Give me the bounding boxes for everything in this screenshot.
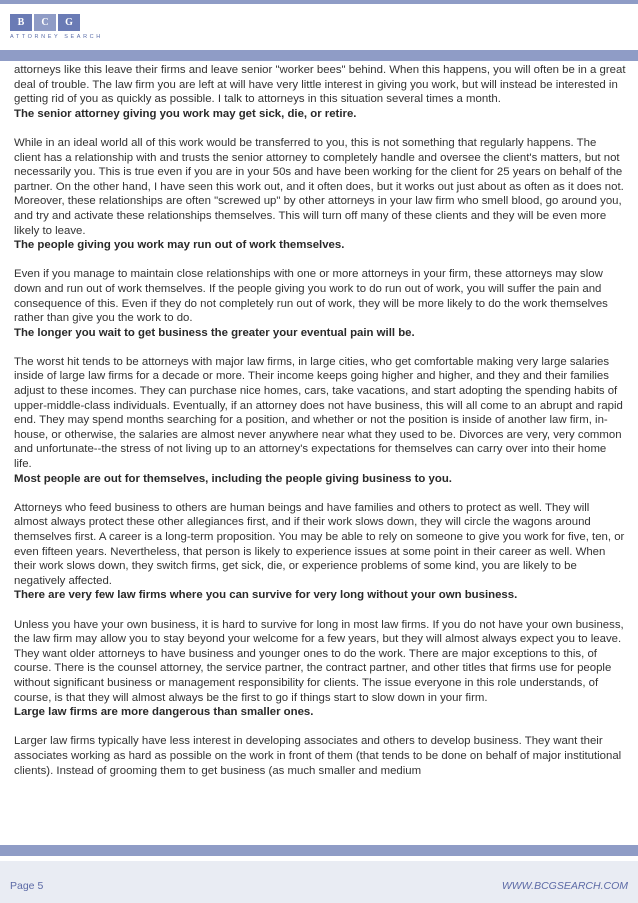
paragraph — [14, 267, 626, 340]
paragraph — [14, 618, 626, 720]
section-heading: There are very few law firms where you can survive for very long without your own business. — [14, 589, 518, 602]
logo-tile-c: C — [34, 14, 56, 31]
logo-tile-b: B — [10, 14, 32, 31]
paragraph-text: Even if you manage to maintain close relationships with one or more attorneys in your firm, these attorneys may slow down and run out of work themselves. If the people giving you work to do run out of work, you will suffer the pain and consequence of this. Even if they do not completely run out of work, they will be more likely to do the work themselves rather than give you the work to do. — [14, 268, 608, 325]
section-heading: The longer you wait to get business the greater your eventual pain will be. — [14, 326, 415, 339]
section-heading: The people giving you work may run out of work themselves. — [14, 239, 345, 252]
paragraph — [14, 355, 626, 486]
section-heading: Most people are out for themselves, including the people giving business to you. — [14, 472, 452, 485]
paragraph-text: Unless you have your own business, it is hard to survive for long in most law firms. If you do not have your own business, the law firm may allow you to stay beyond your welcome for a few years, but they will almost always expect you to leave. They want older attorneys to have business and younger ones to do the work. There are major exceptions to this, of course. There is the counsel attorney, the service partner, the contract partner, and other titles that firms use for people without significant business or management responsibility for clients. The issue everyone in this role understands, of course, is that they will almost always be the first to go if things start to slow down in your firm. — [14, 618, 624, 704]
page-number: Page 5 — [10, 880, 44, 892]
page-body — [14, 63, 626, 845]
top-accent-bar — [0, 0, 638, 4]
logo-tiles — [10, 14, 106, 31]
section-heading: Large law firms are more dangerous than smaller ones. — [14, 706, 314, 719]
paragraph — [14, 136, 626, 253]
logo-tile-g: G — [58, 14, 80, 31]
section-heading: The senior attorney giving you work may get sick, die, or retire. — [14, 107, 357, 120]
bcg-logo — [10, 14, 106, 44]
paragraph-text: Attorneys who feed business to others are human beings and have families and others to protect as well. They will almost always protect these other allegiances first, and if their work slows down, they will circle the wagons around themselves first. A career is a long-term proposition. You may be able to rely on someone to give you work for five, ten, or even fifteen years. Nevertheless, that person is likely to experience issues at some point in their career as well. When their work slows down, they switch firms, get sick, die, or experience problems of some kind, you are likely to be negatively affected. — [14, 501, 625, 587]
paragraph — [14, 63, 626, 121]
paragraph-text: Larger law firms typically have less interest in developing associates and others to develop business. They want their associates working as hard as possible on the work in front of them (that tends to be done on behalf of major institutional clients). Instead of grooming them to get business (as much smaller and medium — [14, 735, 622, 777]
paragraph-text: The worst hit tends to be attorneys with major law firms, in large cities, who get comfortable making very large salaries inside of large law firms for a decade or more. Their income keeps going higher and higher, and they and their families adjust to these incomes. They can purchase nice homes, cars, take vacations, and start adopting the spending habits of upper-middle-class individuals. Eventually, if an attorney does not have business, this will all come to an abrupt and rapid end. They may spend months searching for a position, and whether or not the position is inside of another law firm, in-house, or otherwise, the salaries are almost never anywhere near what they used to be. Divorces are very, very common and unfortunate--the stress of not living up to an attorney's expectations for themselves can carry over into their home life. — [14, 355, 623, 471]
page-footer — [0, 861, 638, 903]
paragraph — [14, 501, 626, 603]
header-divider — [0, 50, 638, 61]
paragraph — [14, 734, 626, 778]
footer-divider — [0, 845, 638, 856]
website-link[interactable]: WWW.BCGSEARCH.COM — [501, 880, 628, 892]
paragraph-text: While in an ideal world all of this work would be transferred to you, this is not something that regularly happens. The client has a relationship with and trusts the senior attorney to completely handle and oversee the client's matters, but not necessarily you. This is true even if you are in your 50s and have been working for the client for 25 years on behalf of the partner. On the other hand, I have seen this work out, and it often does, but it works out just about as often as it does not. Moreover, these relationships are often "screwed up" by other attorneys in your law firm who smell blood, go around you, and try and activate these relationships themselves. This will turn off many of these clients and they will be even more likely to leave. — [14, 136, 624, 237]
logo-subtitle: ATTORNEY SEARCH — [10, 34, 103, 40]
paragraph-text: attorneys like this leave their firms and leave senior "worker bees" behind. When this happens, you will often be in a great deal of trouble. The law firm you are left at will have very little interest in giving you work, but will instead be interested in getting rid of you as quickly as possible. I talk to attorneys in this situation several times a month. — [14, 64, 626, 106]
